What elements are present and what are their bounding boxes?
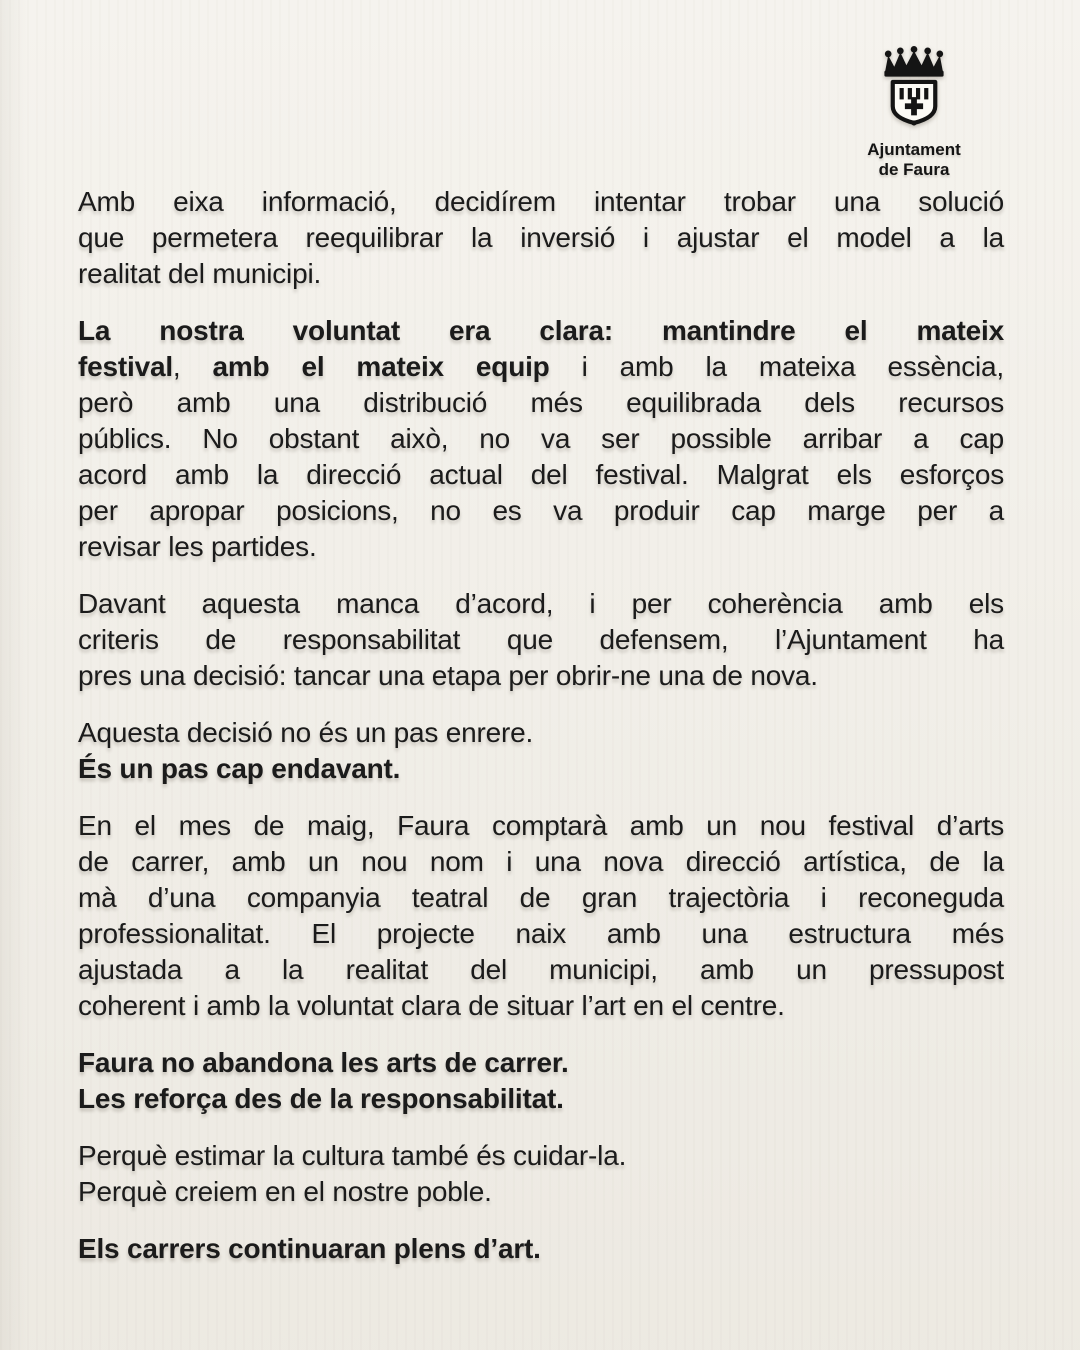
text-line bbox=[78, 715, 1004, 751]
text-segment: festival bbox=[78, 351, 173, 382]
text-line bbox=[78, 844, 1004, 880]
faura-crest-icon bbox=[876, 44, 952, 129]
text-segment: coherent i amb la voluntat clara de situar l’art en el centre. bbox=[78, 990, 785, 1021]
text-segment: Faura no abandona les arts de carrer. bbox=[78, 1047, 569, 1078]
text-segment: mà d’una companyia teatral de gran trajectòria i reconeguda bbox=[78, 882, 1004, 913]
text-segment: però amb una distribució més equilibrada dels recursos bbox=[78, 387, 1004, 418]
text-line bbox=[78, 1081, 1004, 1117]
text-line bbox=[78, 1231, 1004, 1267]
text-segment: amb el mateix equip bbox=[212, 351, 550, 382]
text-line bbox=[78, 1138, 1004, 1174]
text-segment: Amb eixa informació, decidírem intentar trobar una solució bbox=[78, 186, 1004, 217]
paragraph bbox=[78, 184, 1004, 292]
text-segment: Els carrers continuaran plens d’art. bbox=[78, 1233, 541, 1264]
text-segment: La nostra voluntat era clara: mantindre el mateix bbox=[78, 315, 1004, 346]
text-line bbox=[78, 988, 1004, 1024]
text-line bbox=[78, 1174, 1004, 1210]
paragraph bbox=[78, 715, 1004, 787]
text-segment: És un pas cap endavant. bbox=[78, 753, 401, 784]
text-segment: , bbox=[172, 351, 213, 382]
text-line bbox=[78, 349, 1004, 385]
text-segment: Davant aquesta manca d’acord, i per coherència amb els bbox=[78, 588, 1004, 619]
text-segment: per apropar posicions, no es va produir cap marge per a bbox=[78, 495, 1004, 526]
paragraph bbox=[78, 1231, 1004, 1267]
text-line bbox=[78, 808, 1004, 844]
text-line bbox=[78, 916, 1004, 952]
logo-caption bbox=[814, 140, 1014, 180]
text-line bbox=[78, 622, 1004, 658]
text-segment: acord amb la direcció actual del festival. Malgrat els esforços bbox=[78, 459, 1004, 490]
town-hall-logo bbox=[814, 44, 1014, 180]
text-line bbox=[78, 256, 1004, 292]
text-segment: criteris de responsabilitat que defensem, l’Ajuntament ha bbox=[78, 624, 1004, 655]
text-line bbox=[78, 586, 1004, 622]
text-line bbox=[78, 385, 1004, 421]
text-line bbox=[78, 751, 1004, 787]
paragraph bbox=[78, 313, 1004, 565]
text-segment: i amb la mateixa essència, bbox=[549, 351, 1004, 382]
text-line bbox=[78, 493, 1004, 529]
text-line bbox=[78, 529, 1004, 565]
text-segment: professionalitat. El projecte naix amb una estructura més bbox=[78, 918, 1004, 949]
paragraph bbox=[78, 1138, 1004, 1210]
text-segment: Aquesta decisió no és un pas enrere. bbox=[78, 717, 534, 748]
text-line bbox=[78, 658, 1004, 694]
paragraph bbox=[78, 808, 1004, 1024]
text-segment: de carrer, amb un nou nom i una nova direcció artística, de la bbox=[78, 846, 1004, 877]
text-segment: Les reforça des de la responsabilitat. bbox=[78, 1083, 564, 1114]
text-line bbox=[78, 184, 1004, 220]
paragraph bbox=[78, 586, 1004, 694]
text-segment: En el mes de maig, Faura comptarà amb un nou festival d’arts bbox=[78, 810, 1004, 841]
text-line bbox=[78, 1045, 1004, 1081]
text-line bbox=[78, 313, 1004, 349]
text-segment: realitat del municipi. bbox=[78, 258, 322, 289]
text-line bbox=[78, 880, 1004, 916]
text-line bbox=[78, 457, 1004, 493]
text-segment: que permetera reequilibrar la inversió i ajustar el model a la bbox=[78, 222, 1004, 253]
text-line bbox=[78, 421, 1004, 457]
text-line bbox=[78, 952, 1004, 988]
text-segment: ajustada a la realitat del municipi, amb un pressupost bbox=[78, 954, 1004, 985]
text-segment: Perquè creiem en el nostre poble. bbox=[78, 1176, 492, 1207]
text-segment: públics. No obstant això, no va ser possible arribar a cap bbox=[78, 423, 1004, 454]
announcement-text bbox=[78, 184, 1004, 1267]
text-segment: pres una decisió: tancar una etapa per obrir-ne una de nova. bbox=[78, 660, 818, 691]
paragraph bbox=[78, 1045, 1004, 1117]
logo-caption-line1: Ajuntament bbox=[867, 140, 961, 159]
text-line bbox=[78, 220, 1004, 256]
logo-caption-line2: de Faura bbox=[878, 160, 950, 179]
text-segment: Perquè estimar la cultura també és cuidar-la. bbox=[78, 1140, 627, 1171]
text-segment: revisar les partides. bbox=[78, 531, 317, 562]
